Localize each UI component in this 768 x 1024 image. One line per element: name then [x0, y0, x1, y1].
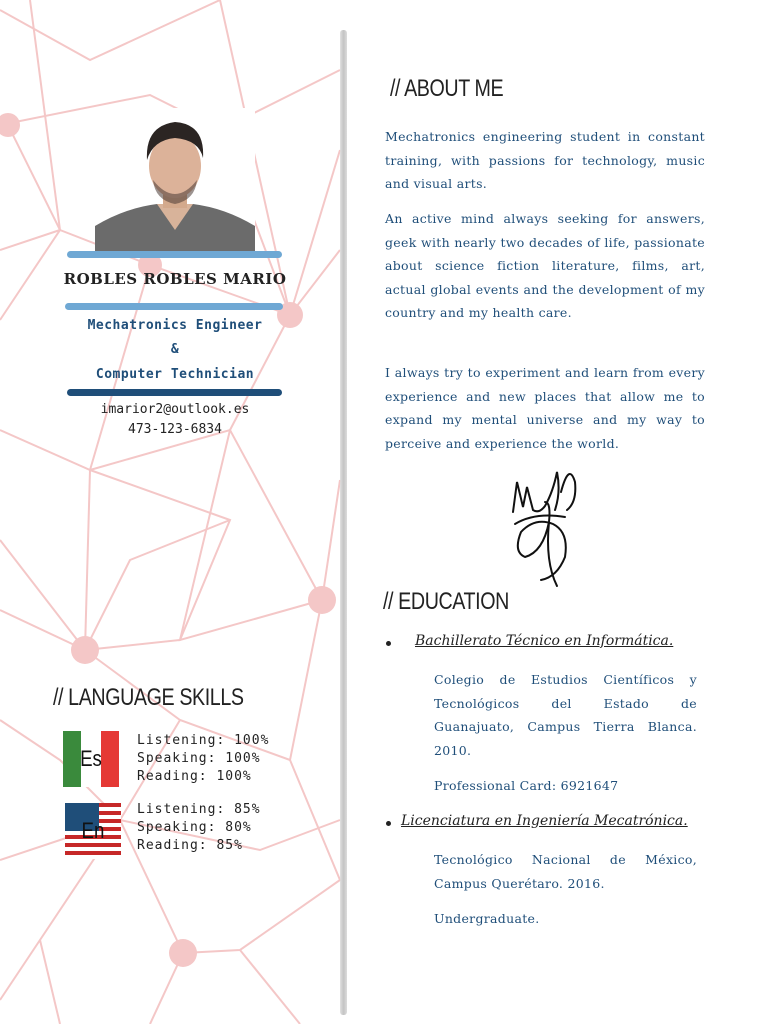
- language-code-es: Es: [80, 746, 102, 771]
- brush-stroke-bottom: [67, 389, 282, 396]
- language-code-en: En: [81, 818, 105, 843]
- education-title-1: Bachillerato Técnico en Informática.: [415, 633, 674, 649]
- profile-phone[interactable]: 473-123-6834: [128, 422, 222, 437]
- column-divider: [340, 30, 347, 1015]
- brush-stroke-middle: [65, 303, 283, 310]
- education-detail-2b: Undergraduate.: [434, 911, 540, 926]
- skill-line: Reading: 85%: [137, 838, 243, 853]
- mexico-flag-icon: [63, 731, 119, 787]
- skill-line: Reading: 100%: [137, 769, 252, 784]
- education-title-2: Licenciatura en Ingeniería Mecatrónica.: [401, 813, 688, 829]
- profile-title-ampersand: &: [170, 342, 180, 357]
- skill-line: Speaking: 100%: [137, 751, 261, 766]
- about-paragraph-3: I always try to experiment and learn from every experience and new places that allow me to expand my mental universe and my way to perceive and experience the world.: [385, 365, 705, 451]
- skill-line: Listening: 100%: [137, 733, 270, 748]
- profile-title-line1: Mechatronics Engineer: [87, 318, 263, 333]
- skill-line: Listening: 85%: [137, 802, 261, 817]
- brush-stroke-top: [67, 251, 282, 258]
- bullet-icon: [386, 641, 391, 646]
- profile-photo: [95, 108, 255, 254]
- education-heading: // EDUCATION: [383, 588, 509, 615]
- education-detail-1b: Professional Card: 6921647: [434, 778, 619, 793]
- language-skills-heading: // LANGUAGE SKILLS: [53, 684, 244, 711]
- about-paragraph-1: Mechatronics engineering student in constant training, with passions for technology, music and visual arts.: [385, 129, 705, 191]
- profile-email[interactable]: imarior2@outlook.es: [100, 402, 250, 417]
- education-detail-2a: Tecnológico Nacional de México, Campus Querétaro. 2016.: [434, 852, 697, 891]
- language-skills-en: [137, 801, 261, 855]
- about-paragraph-2: An active mind always seeking for answers, geek with nearly two decades of life, passionate about science fiction literature, films, art, actual global events and the development of my country and my health care.: [385, 211, 705, 320]
- skill-line: Speaking: 80%: [137, 820, 252, 835]
- profile-title-line2: Computer Technician: [95, 367, 255, 382]
- language-skills-es: [137, 732, 269, 786]
- education-detail-1a: Colegio de Estudios Científicos y Tecnológicos del Estado de Guanajuato, Campus Tierra Blanca. 2010.: [434, 672, 697, 758]
- profile-name: ROBLES ROBLES MARIO: [63, 270, 287, 288]
- usa-flag-icon: [65, 803, 121, 859]
- about-me-heading: // ABOUT ME: [390, 75, 504, 102]
- signature-image: [505, 462, 585, 592]
- bullet-icon: [386, 821, 391, 826]
